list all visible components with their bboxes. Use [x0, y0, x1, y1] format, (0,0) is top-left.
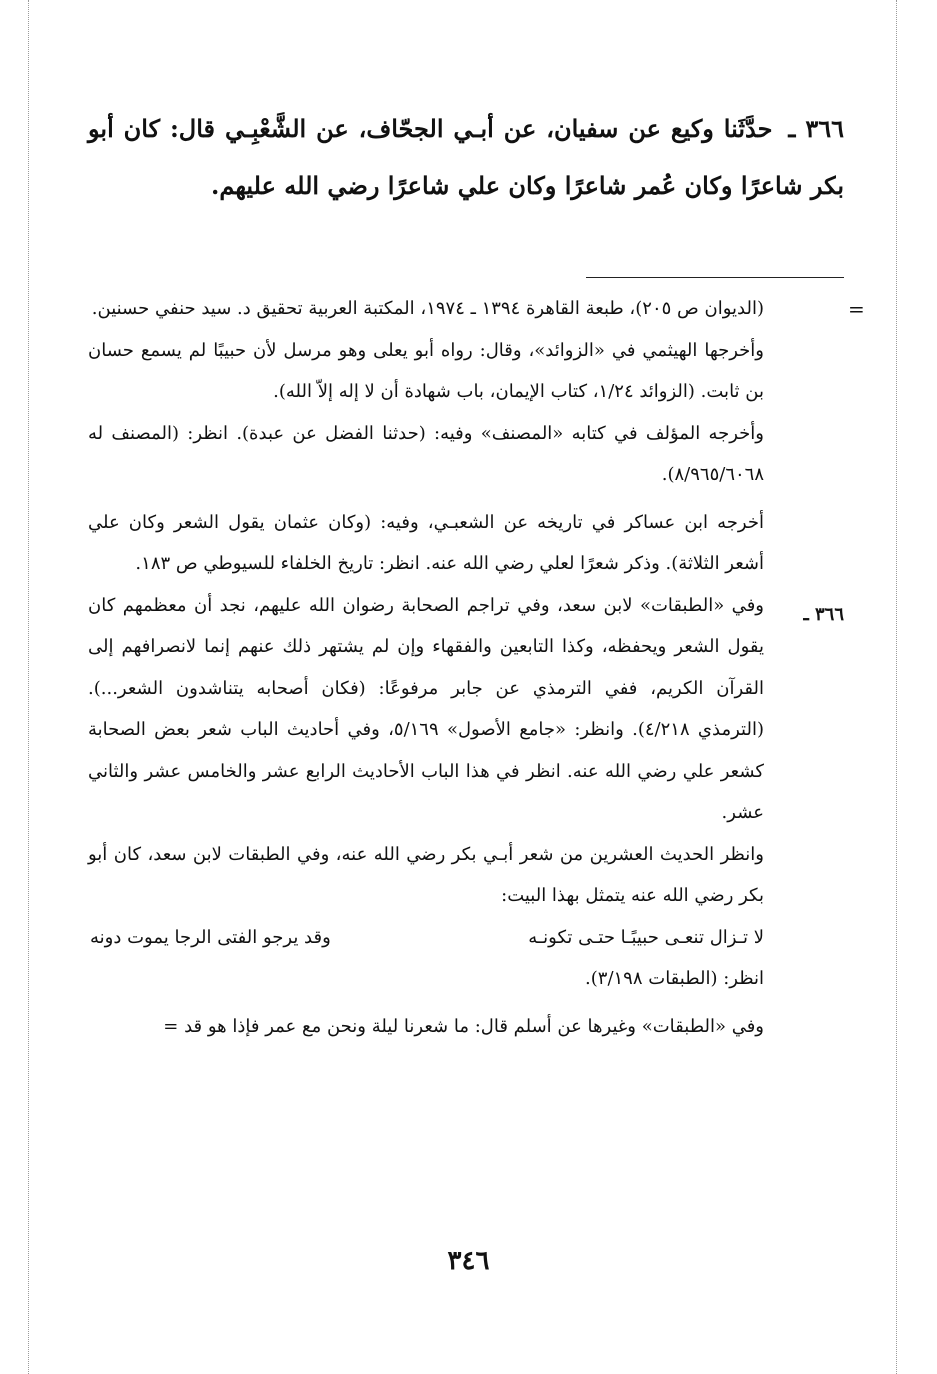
hadith-text: حدَّثَنا وكيع عن سفيان، عن أبـي الجحّاف، عن الشَّعْبِـي قال: كان أبو بكر شاعرًا وكان عُمر شاعرًا وكان علي شاعرًا رضي الله عليهم. [88, 114, 844, 200]
hadith-number: ٣٦٦ ـ [788, 114, 844, 143]
footnote-separator [586, 277, 844, 278]
verse-second-hemistich: وقد يرجو الفتى الرجا يموت دونه [90, 926, 331, 948]
footnote-paragraph: وأخرجه المؤلف في كتابه «المصنف» وفيه: (حدثنا الفضل عن عبدة). انظر: (المصنف له ٨/٩٦٥/٦٠٦٨). [88, 422, 764, 485]
right-margin-guide [896, 0, 897, 1374]
poetry-verse [88, 917, 764, 959]
footnote-last-line: وفي «الطبقات» وغيرها عن أسلم قال: ما شعرنا ليلة ونحن مع عمر فإذا هو قد = [163, 1015, 764, 1037]
footnote-paragraph: أخرجه ابن عساكر في تاريخه عن الشعبـي، وفيه: (وكان عثمان يقول الشعر وكان علي أشعر الثلاثة). وذكر شعرًا لعلي رضي الله عنه. انظر: تاريخ الخلفاء للسيوطي ص ١٨٣. [88, 511, 764, 574]
footnote-paragraph: وفي «الطبقات» لابن سعد، وفي تراجم الصحابة رضوان الله عليهم، نجد أن معظمهم كان يقول الشعر ويحفظه، وكذا التابعين والفقهاء وإن لم يشتهر ذلك عنهم إنما لانصرافهم إلى القرآن الكريم، ففي الترمذي عن جابر مرفوعًا: (فكان أصحابه يتناشدون الشعر...). (الترمذي ٤/٢١٨). وانظر: «جامع الأصول» ٥/١٦٩، وفي أحاديث الباب شعر بعض الصحابة كشعر علي رضي الله عنه. انظر في هذا الباب الأحاديث الرابع عشر والخامس عشر والثاني عشر. [88, 594, 764, 823]
footnotes-block [88, 288, 764, 1047]
footnote-paragraph: (الديوان ص ٢٠٥)، طبعة القاهرة ١٣٩٤ ـ ١٩٧٤، المكتبة العربية تحقيق د. سيد حنفي حسنين. [91, 298, 764, 319]
footnote-number-366: ٣٦٦ ـ [803, 604, 844, 625]
footnote-paragraph: وأخرجها الهيثمي في «الزوائد»، وقال: رواه أبو يعلى وهو مرسل لأن حبيبًا لم يسمع حسان بن ثابت. (الزوائد ١/٢٤، كتاب الإيمان، باب شهادة أن لا إله إلاّ الله). [88, 339, 764, 402]
footnote-paragraph: وانظر الحديث العشرين من شعر أبـي بكر رضي الله عنه، وفي الطبقات لابن سعد، كان أبو بكر رضي الله عنه يتمثل بهذا البيت: [88, 843, 764, 906]
verse-first-hemistich: لا تـزال تنعـى حبيبًـا حتـى تكونـه [528, 926, 764, 948]
page-number: ٣٤٦ [447, 1246, 490, 1276]
footnote-paragraph: انظر: (الطبقات ٣/١٩٨). [585, 968, 764, 989]
continuation-marker: = [848, 297, 865, 321]
left-margin-guide [28, 0, 29, 1374]
hadith-366 [88, 100, 844, 214]
main-text-block [88, 100, 844, 214]
